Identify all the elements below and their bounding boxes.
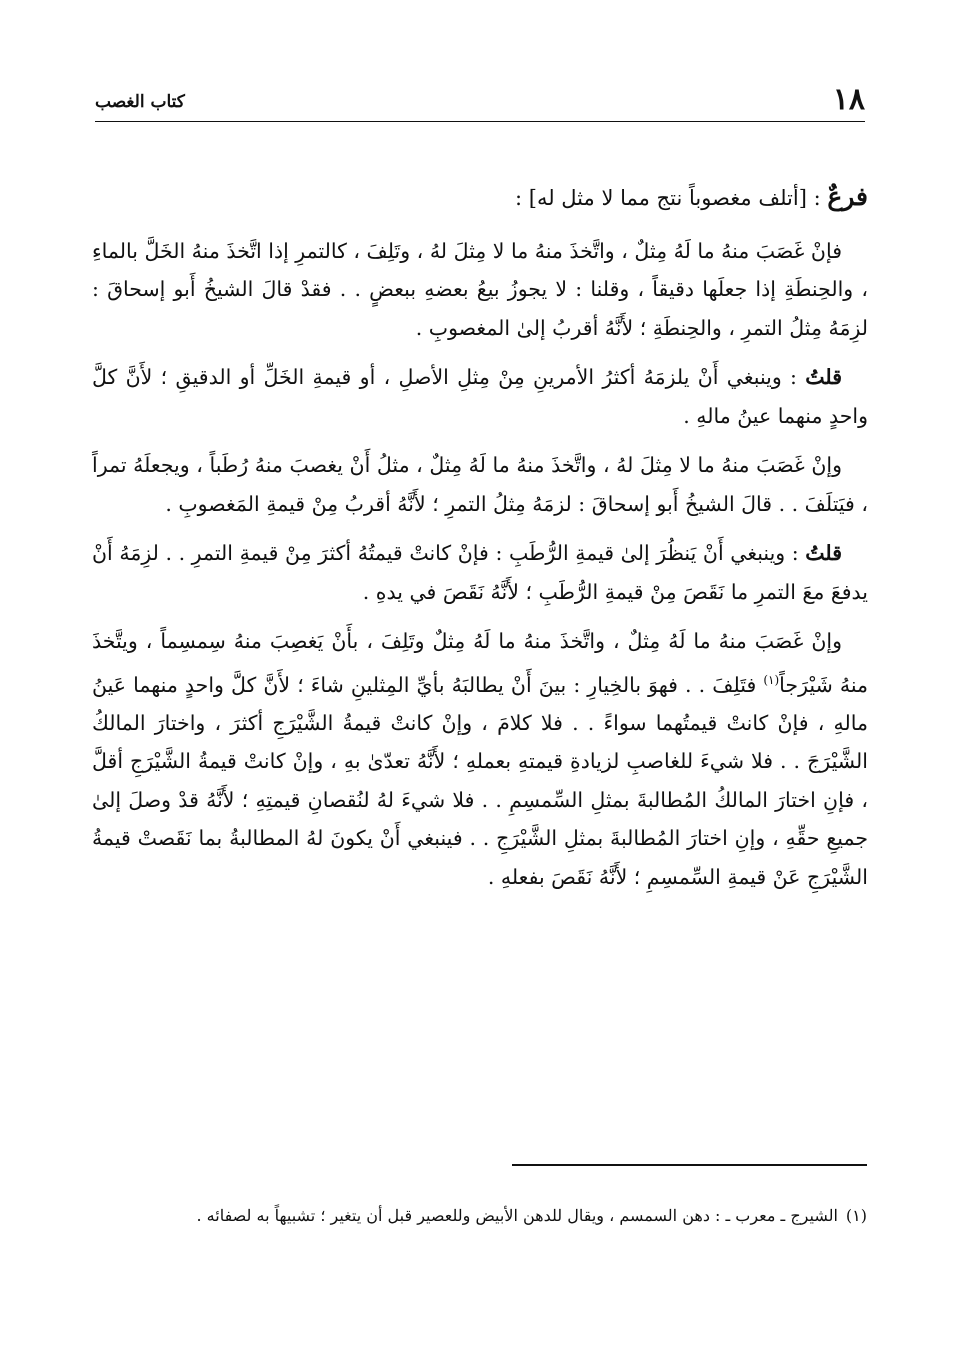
paragraph-lead: قلتُ	[805, 541, 842, 565]
footnote-number: (١)	[845, 1206, 867, 1225]
page-number: ١٨	[832, 82, 865, 117]
section-title: : [أتلف مغصوباً نتج مما لا مثل له] :	[515, 186, 828, 210]
header-rule	[95, 121, 865, 122]
paragraph-3	[92, 446, 868, 523]
paragraph-2	[92, 358, 868, 435]
footnote-text: الشيرج ـ معرب ـ : دهن السمسم ، ويقال للدهن الأبيض وللعصير قبل أن يتغير ؛ تشبيهاً به لصفائه .	[196, 1206, 838, 1225]
paragraph-5	[92, 622, 868, 896]
paragraph-text: : وينبغي أَنْ يَنظُرَ إلىٰ قيمةِ الرُّطَبِ : فإنْ كانتْ قيمتُهُ أكثرَ مِنْ قيمةِ التمرِ . . لزِمَهُ أَنْ يدفعَ معَ التمرِ ما نَقَصَ مِنْ قيمةِ الرُّطَبِ ؛ لأَنَّهُ نَقَصَ في يدهِ .	[92, 541, 868, 604]
footnote	[95, 1200, 867, 1232]
page-header	[95, 80, 865, 120]
footnote-reference[interactable]: (١)	[763, 672, 780, 687]
section-heading	[92, 178, 868, 218]
paragraph-1	[92, 232, 868, 348]
paragraph-text: وإنْ غَصَبَ منهُ ما لا مِثلَ لهُ ، واتَّخذَ منهُ ما لَهُ مِثلٌ ، مثلُ أَنْ يغصبَ منهُ رُطَباً ، ويجعلَهُ تمراً ، فيَتلَفَ . . قالَ الشيخُ أَبو إسحاقَ : لزمَهُ مِثلُ التمرِ ؛ لأَنَّهُ أقربُ مِنْ قيمةِ المَغصوبِ .	[92, 453, 868, 516]
paragraph-4	[92, 534, 868, 611]
paragraph-text-continued: فتَلِفَ . . فهوَ بالخِيارِ : بينَ أَنْ يطالبَهُ بأيِّ المِثلينِ شاءَ ؛ لأَنَّ كلَّ واحدٍ منهما عَينُ مالهِ ، فإنْ كانتْ قيمتُهما سواءً . . فلا كلامَ ، وإنْ كانتْ قيمةُ الشَّيْرَجِ أكثرَ ، واختارَ المالكُ الشَّيْرَجَ . . فلا شيءَ للغاصبِ لزيادةِ قيمتهِ بعملهِ ؛ لأَنَّهُ تعدّىٰ بهِ ، وإنْ كانتْ قيمةُ الشَّيْرَجِ أقلَّ ، فإنِ اختارَ المالكُ المُطالبةَ بمثلِ السِّمسِمِ . . فلا شيءَ لهُ لنُقصانِ قيمتِهِ ؛ لأَنَّهُ قدْ وصلَ إلىٰ جميعِ حقِّهِ ، وإنِ اختارَ المُطالبةَ بمثلِ الشَّيْرَجِ . . فينبغي أَنْ يكونَ لهُ المطالبةُ بما نَقَصتْ قيمةُ الشَّيْرَجِ عَنْ قيمةِ السِّمسِمِ ؛ لأَنَّهُ نَقَصَ بفعلهِ .	[92, 672, 868, 889]
paragraph-text: وإنْ غَصَبَ منهُ ما لَهُ مِثلٌ ، واتَّخذَ منهُ ما لَهُ مِثلٌ وتَلِفَ ، بأَنْ يَغصِبَ منهُ سِمسِماً ، ويتَّخذَ منهُ شَيْرَجاً	[92, 629, 868, 697]
paragraph-text: فإنْ غَصَبَ منهُ ما لَهُ مِثلٌ ، واتَّخذَ منهُ ما لا مِثلَ لهُ ، وتَلِفَ ، كالتمرِ إذا اتَّخذَ منهُ الخَلَّ بالماءِ ، والحِنطَةِ إذا جعلَها دقيقاً ، وقلنا : لا يجوزُ بيعُ بعضهِ ببعضٍ . . فقدْ قالَ الشيخُ أَبو إسحاقَ : لزِمَهُ مِثلُ التمرِ ، والحِنطَةِ ؛ لأَنَّهُ أقربُ إلىٰ المغصوبِ .	[92, 238, 868, 340]
main-text	[92, 178, 868, 907]
paragraph-text: : وينبغي أَنْ يلزمَهُ أكثرُ الأمرينِ مِنْ مِثلِ الأصلِ ، أو قيمةِ الخَلِّ أو الدقيقِ ؛ لأَنَّ كلَّ واحدٍ منهما عينُ مالهِ .	[92, 365, 868, 428]
running-title: كتاب الغصب	[95, 92, 185, 112]
footnote-rule	[512, 1164, 867, 1166]
section-label: فرعٌ	[827, 182, 868, 211]
paragraph-lead: قلتُ	[805, 365, 842, 389]
